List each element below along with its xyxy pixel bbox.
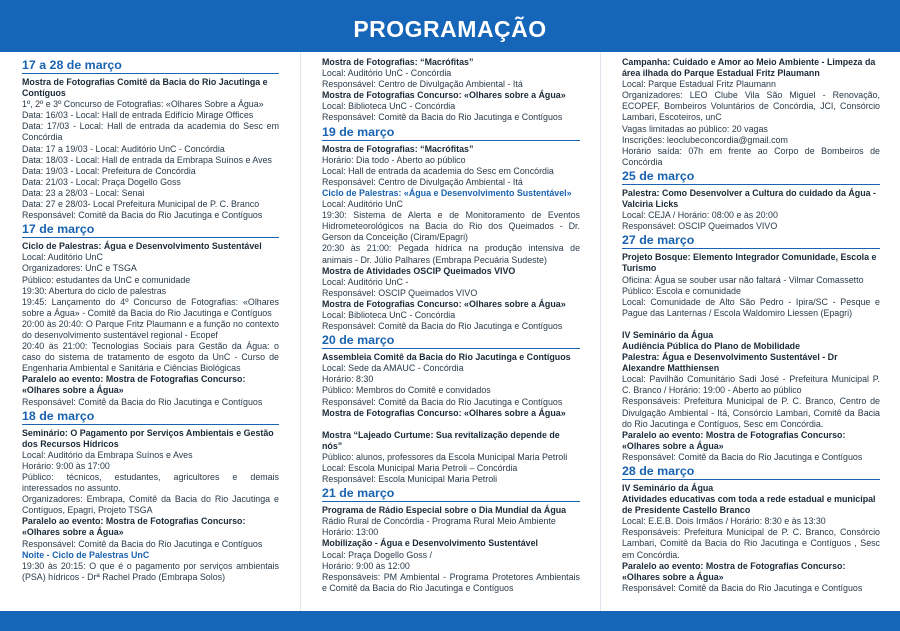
event-detail: Responsável: Escola Municipal Maria Petroli xyxy=(322,474,498,485)
footer-bar xyxy=(0,611,900,631)
event-title: Mostra de Fotografias Concurso: «Olhares sobre a Água» xyxy=(322,90,566,101)
event-detail: Responsável: OSCIP Queimados VIVO xyxy=(622,221,778,232)
event-detail: Horário saída: 07h em frente ao Corpo de Bombeiros de Concórdia xyxy=(622,145,880,167)
event-detail: Responsável: Comitê da Bacia do Rio Jacutinga e Contíguos xyxy=(22,396,263,407)
event-detail: Data: 27 e 28/03- Local Prefeitura Municipal de P. C. Branco xyxy=(22,199,260,210)
event-title: Mostra de Fotografias Concurso: «Olhares sobre a Água» xyxy=(322,298,566,309)
event-title: Mostra “Lajeado Curtume: Sua revitalização depende de nós” xyxy=(322,429,560,451)
event-detail: Vagas limitadas ao público: 20 vagas xyxy=(622,123,768,134)
event-detail: Local: Hall de entrada da academia do Sesc em Concórdia xyxy=(322,165,554,176)
date-heading: 18 de março xyxy=(22,409,279,425)
event-title: Atividades educativas com toda a rede estadual e municipal de Presidente Castello Branco xyxy=(622,494,876,516)
event-detail: 1º, 2º e 3º Concurso de Fotografias: «Olhares Sobre a Água» xyxy=(22,99,264,110)
event-detail: Público: Membros do Comitê e convidados xyxy=(322,385,491,396)
event-title: Mostra de Fotografias Concurso: «Olhares sobre a Água» xyxy=(322,407,566,418)
event-detail: Responsáveis: PM Ambiental - Programa Protetores Ambientais e Comitê da Bacia do Rio Jacutinga e Contíguos xyxy=(322,571,580,593)
event-title: Assembleia Comitê da Bacia do Rio Jacutinga e Contíguos xyxy=(322,352,571,363)
event-detail: Rádio Rural de Concórdia - Programa Rural Meio Ambiente xyxy=(322,516,556,527)
event-detail: 20:40 às 21:00: Tecnologias Sociais para Gestão da Água: o caso do sistema de tratamento de esgoto da UnC - Curso de Engenharia Ambiental e Sanitária e Ciências Biológicas xyxy=(22,341,279,374)
event-title: Mostra de Atividades OSCIP Queimados VIVO xyxy=(322,265,516,276)
event-detail: 19:30 às 20:15: O que é o pagamento por serviços ambientais (PSA) hídricos - Drª Rachel Prado (Embrapa Solos) xyxy=(22,560,279,582)
event-detail: Data: 23 a 28/03 - Local: Senai xyxy=(22,187,145,198)
event-detail: Responsável: Comitê da Bacia do Rio Jacutinga e Contíguos xyxy=(22,210,263,221)
event-detail: Local: Auditório UnC - xyxy=(322,276,409,287)
event-detail: Data: 17/03 - Local: Hall de entrada da academia do Sesc em Concórdia xyxy=(22,121,279,143)
event-detail: Local: E.E.B. Dois Irmãos / Horário: 8:30 e às 13:30 xyxy=(622,516,826,527)
event-detail: Organizadores: UnC e TSGA xyxy=(22,263,137,274)
event-detail: Horário: 13:00 xyxy=(322,527,379,538)
event-title: Mostra de Fotografias: “Macrófitas” xyxy=(322,57,474,67)
column-1 xyxy=(22,57,279,609)
event-detail: Data: 19/03 - Local: Prefeitura de Concórdia xyxy=(22,165,196,176)
date-heading: 25 de março xyxy=(622,169,880,185)
event-title: IV Seminário da Água xyxy=(622,329,714,340)
event-detail: Responsável: Comitê da Bacia do Rio Jacutinga e Contíguos xyxy=(22,538,263,549)
event-title: Palestra: Como Desenvolver a Cultura do cuidado da Água - Valciria Licks xyxy=(622,187,876,210)
column-2 xyxy=(322,57,580,609)
event-detail: Responsável: Centro de Divulgação Ambiental - Itá xyxy=(322,79,523,90)
event-highlight: Noite - Ciclo de Palestras UnC xyxy=(22,549,150,560)
spacer xyxy=(322,419,580,430)
event-detail: Responsável: Comitê da Bacia do Rio Jacutinga e Contíguos xyxy=(322,321,563,332)
event-detail: Local: Biblioteca UnC - Concórdia xyxy=(322,309,456,320)
event-detail: Data: 18/03 - Local: Hall de entrada da Embrapa Suínos e Aves xyxy=(22,154,272,165)
event-detail: Local: Parque Estadual Fritz Plaumann xyxy=(622,79,776,90)
event-detail: Público: alunos, professores da Escola Municipal Maria Petroli xyxy=(322,451,568,462)
header-bar xyxy=(0,0,900,52)
event-detail: Organizadores: Embrapa, Comitê da Bacia do Rio Jacutinga e Contíguos, Epagri, Projeto TSGA xyxy=(22,494,279,516)
event-detail: Local: Praça Dogello Goss / xyxy=(322,549,433,560)
date-heading: 17 a 28 de março xyxy=(22,58,279,74)
event-detail: Organizadores: LEO Clube Vila São Miguel - Renovação, ECOPEF, Bombeiros Voluntários de Concórdia, JCI, Consórcio Lambari, Escoteiros, unC xyxy=(622,90,880,123)
event-detail: Horário: 9:00 às 12:00 xyxy=(322,560,410,571)
event-detail: 20:30 às 21:00: Pegada hídrica na produção intensiva de animais - Dr. Júlio Palhares (Embrapa Pecuária Sudeste) xyxy=(322,243,580,265)
spacer xyxy=(622,319,880,330)
event-title: Mobilização - Água e Desenvolvimento Sustentável xyxy=(322,538,539,549)
event-detail: Responsável: Comitê da Bacia do Rio Jacutinga e Contíguos xyxy=(322,396,563,407)
page-title: PROGRAMAÇÃO xyxy=(353,16,547,42)
date-heading: 20 de março xyxy=(322,333,580,349)
event-detail: Responsável: OSCIP Queimados VIVO xyxy=(322,287,478,298)
event-detail: Responsável: Comitê da Bacia do Rio Jacutinga e Contíguos xyxy=(622,582,863,593)
event-title: Mostra de Fotografias: “Macrófitas” xyxy=(322,143,474,154)
event-title: Mostra de Fotografias Comitê da Bacia do Rio Jacutinga e Contíguos xyxy=(22,77,268,99)
column-divider xyxy=(600,52,601,611)
column-divider xyxy=(300,52,301,611)
event-title: Paralelo ao evento: Mostra de Fotografias Concurso: «Olhares sobre a Água» xyxy=(22,374,246,396)
event-title: Paralelo ao evento: Mostra de Fotografias Concurso: «Olhares sobre a Água» xyxy=(22,516,246,538)
event-title: Programa de Rádio Especial sobre o Dia Mundial da Água xyxy=(322,505,567,516)
event-title: IV Seminário da Água xyxy=(622,483,714,493)
event-detail: Inscrições: leoclubeconcordia@gmail.com xyxy=(622,134,788,145)
event-detail: Público: Escola e comunidade xyxy=(622,285,741,296)
event-detail: Local: Auditório da Embrapa Suínos e Aves xyxy=(22,449,193,460)
event-title: Paralelo ao evento: Mostra de Fotografias Concurso: «Olhares sobre a Água» xyxy=(622,429,846,451)
event-detail: Horário: Dia todo - Aberto ao público xyxy=(322,154,466,165)
event-detail: Data: 16/03 - Local: Hall de entrada Edifício Mirage Offices xyxy=(22,110,254,121)
date-heading: 28 de março xyxy=(622,464,880,480)
event-detail: Local: Auditório UnC xyxy=(322,199,403,210)
event-detail: Local: Comunidade de Alto São Pedro - Ipira/SC - Pesque e Pague das Lanternas / Escola Waldomiro Liessen (Epagri) xyxy=(622,296,880,318)
event-detail: Local: Auditório UnC - Concórdia xyxy=(322,68,452,79)
event-detail: 19:30: Sistema de Alerta e de Monitoramento de Eventos Hidrometeorológicos na Bacia do Rio dos Queimados - Dr. Gerson da Conceição (Ciram/Epagri) xyxy=(322,210,580,243)
event-title: Campanha: Cuidado e Amor ao Meio Ambiente - Limpeza da área ilhada do Parque Estadual Fritz Plaumann xyxy=(622,57,876,79)
date-heading: 19 de março xyxy=(322,125,580,141)
event-detail: Responsáveis: Prefeitura Municipal de P. C. Branco, Centro de Divulgação Ambiental - Itá, Consórcio Lambari, Comitê da Bacia do Rio Jacutinga e Contíguos, Sesc em Concórdia. xyxy=(622,396,880,429)
event-detail: Público: técnicos, estudantes, agricultores e demais interessados no assunto. xyxy=(22,472,279,494)
event-detail: Data: 21/03 - Local: Praça Dogello Goss xyxy=(22,176,181,187)
event-title: Ciclo de Palestras: Água e Desenvolvimento Sustentável xyxy=(22,241,262,252)
event-title: Audiência Pública do Plano de Mobilidade xyxy=(622,340,801,351)
event-detail: Local: CEJA / Horário: 08:00 e às 20:00 xyxy=(622,210,778,221)
event-detail: Oficina: Água se souber usar não faltará - Vilmar Comassetto xyxy=(622,274,864,285)
event-detail: Local: Pavilhão Comunitário Sadi José - Prefeitura Municipal P. C. Branco / Horário: 19:00 - Aberto ao público xyxy=(622,374,880,396)
date-heading: 17 de março xyxy=(22,222,279,238)
event-detail: Responsável: Comitê da Bacia do Rio Jacutinga e Contíguos xyxy=(322,112,563,123)
event-detail: Horário: 9:00 às 17:00 xyxy=(22,460,110,471)
event-detail: Data: 17 a 19/03 - Local: Auditório UnC - Concórdia xyxy=(22,143,225,154)
column-3 xyxy=(622,57,880,609)
event-detail: 19:30: Abertura do ciclo de palestras xyxy=(22,285,167,296)
event-detail: Responsável: Comitê da Bacia do Rio Jacutinga e Contíguos xyxy=(622,451,863,462)
event-detail: Responsável: Centro de Divulgação Ambiental - Itá xyxy=(322,176,523,187)
event-detail: Local: Escola Municipal Maria Petroli – Concórdia xyxy=(322,463,518,473)
event-detail: 19:45: Lançamento do 4º Concurso de Fotografias: «Olhares sobre a Água» - Comitê da Bacia do Rio Jacutinga e Contíguos xyxy=(22,296,279,318)
event-detail: Público: estudantes da UnC e comunidade xyxy=(22,274,191,285)
date-heading: 21 de março xyxy=(322,486,580,502)
date-heading: 27 de março xyxy=(622,233,880,249)
event-detail: Local: Biblioteca UnC - Concórdia xyxy=(322,101,456,112)
event-detail: 20:00 às 20:40: O Parque Fritz Plaumann e a função no contexto do desenvolvimento sustentável regional - Ecopef xyxy=(22,318,279,340)
event-title: Seminário: O Pagamento por Serviços Ambientais e Gestão dos Recursos Hídricos xyxy=(22,427,274,449)
event-title: Projeto Bosque: Elemento Integrador Comunidade, Escola e Turismo xyxy=(622,252,877,274)
event-detail: Local: Sede da AMAUC - Concórdia xyxy=(322,363,464,374)
event-detail: Horário: 8:30 xyxy=(322,374,374,385)
event-title: Paralelo ao evento: Mostra de Fotografias Concurso: «Olhares sobre a Água» xyxy=(622,560,846,582)
event-highlight: Ciclo de Palestras: «Água e Desenvolvimento Sustentável» xyxy=(322,187,572,198)
event-detail: Responsáveis: Prefeitura Municipal de P. C. Branco, Consórcio Lambari, Comitê da Bacia do Rio Jacutinga e Contíguos , Sesc em Concórdia. xyxy=(622,527,880,560)
event-detail: Local: Auditório UnC xyxy=(22,252,103,263)
event-title: Palestra: Água e Desenvolvimento Sustentável - Dr Alexandre Matthiensen xyxy=(622,352,838,374)
